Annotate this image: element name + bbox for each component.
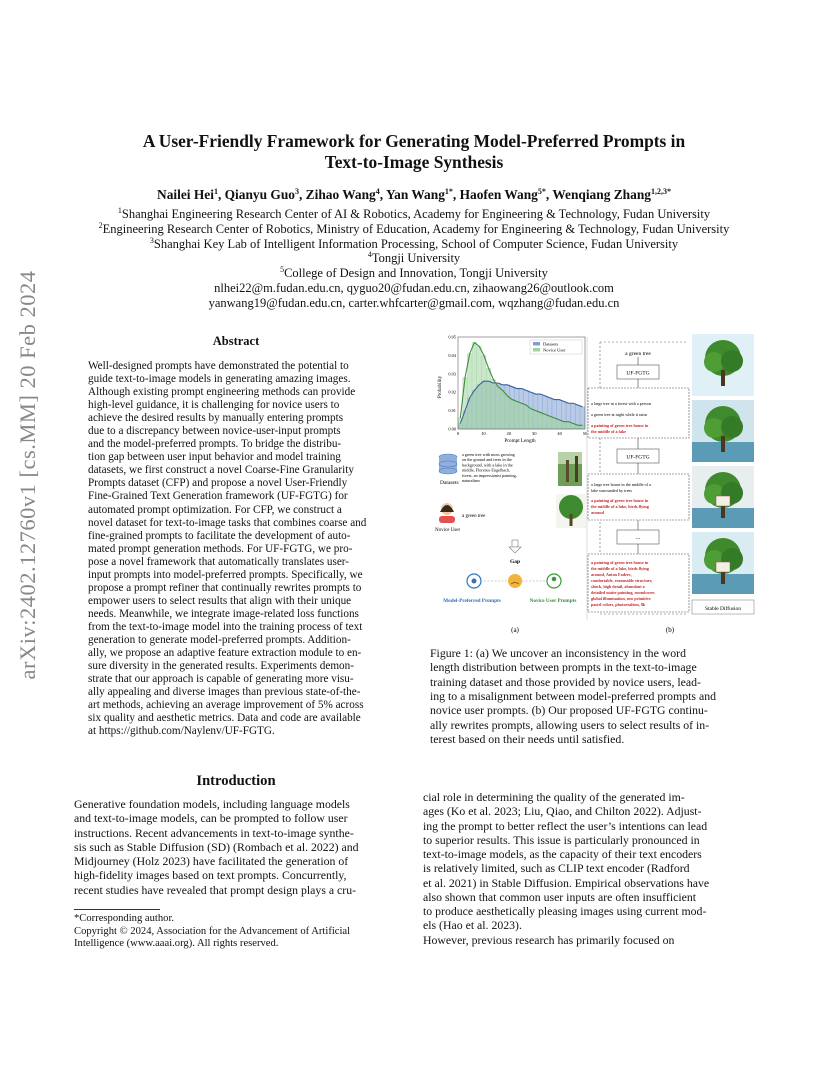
affiliation-mark: 5	[280, 265, 285, 275]
caption-line: terest based on their needs until satisfied.	[430, 732, 625, 747]
affiliation-line	[40, 251, 788, 266]
abstract-line: tion gap between user input behavior and model training	[88, 451, 341, 464]
title-line-1: A User-Friendly Framework for Generating Model-Preferred Prompts in	[142, 131, 686, 151]
model-brain-icon	[467, 574, 481, 588]
novice-user-bar	[510, 400, 514, 429]
abstract-line: needs. Meanwhile, we integrate image-related loss functions	[88, 607, 359, 620]
abstract-line: Fine-Grained Text Generation framework (UF-FGTG) for	[88, 490, 348, 503]
box3-line: a painting of green tree house in	[591, 560, 649, 565]
novice-user-bar	[580, 425, 584, 429]
abstract-line: empower users to select results that align with their unique	[88, 594, 352, 607]
figure-caption	[430, 646, 757, 746]
x-tick-label: 30	[531, 431, 537, 436]
box2-line-5: around	[591, 510, 604, 515]
abstract-line: six quality and aesthetic metrics. Data and code are available	[88, 712, 361, 725]
generated-image	[692, 334, 754, 396]
user-circle-icon	[547, 574, 561, 588]
novice-user-bar	[463, 377, 467, 429]
x-tick-label: 10	[481, 431, 486, 436]
generated-images	[692, 334, 754, 594]
box3-line: the middle of a lake, birds flying	[591, 566, 649, 571]
author-name: Wenqiang Zhang	[552, 187, 651, 202]
figure-1	[430, 332, 758, 636]
novice-prompt-text: a green tree	[462, 514, 486, 519]
datasets-label: Datasets	[440, 480, 459, 486]
arxiv-stamp: arXiv:2402.12760v1 [cs.MM] 20 Feb 2024	[15, 270, 40, 680]
abstract-line: generation to generate model-preferred prompts. Addition-	[88, 633, 351, 646]
abstract-line: from the text-to-image model into the training process of text	[88, 620, 363, 633]
author-affiliation-mark: 1	[213, 187, 218, 196]
abstract-line: Although existing prompt engineering methods can provide	[88, 386, 356, 399]
box3-line: detailed matte painting, roundcores	[591, 590, 655, 595]
novice-user-bar	[524, 405, 528, 429]
intro-line: Midjourney (Holz 2023) have facilitated the generation of	[74, 854, 349, 868]
box3-line: comfortable, reasonable structure,	[591, 578, 653, 583]
caption-line: length distribution between prompts in the text-to-image	[430, 660, 697, 675]
model-preferred-prompts-label: Model-Preferred Prompts	[443, 598, 501, 604]
ufgtg-label-2: UF-FGTG	[626, 454, 650, 461]
novice-user-bar	[496, 387, 500, 429]
intro-line: els (Hao et al. 2023).	[423, 918, 522, 933]
intro-right-column	[423, 790, 756, 947]
abstract-line: at https://github.com/Naylenv/UF-FGTG.	[88, 725, 275, 738]
intro-line: to superior results. This issue is particularly pronounced in	[423, 832, 700, 847]
intro-line: text-to-image models, as the capacity of their text encoders	[423, 847, 702, 861]
user-avatar-icon	[439, 503, 455, 523]
abstract-line: pose a novel framework that automatically translates user-	[88, 555, 350, 568]
confused-face-icon	[508, 574, 522, 588]
author-affiliation-mark: 4	[375, 187, 380, 196]
intro-left-column	[74, 797, 398, 897]
abstract-line: Prompts dataset (CFP) and propose a novel User-Friendly	[88, 477, 348, 490]
caption-line: training dataset and those provided by novice users, lead-	[430, 674, 701, 689]
novice-user-bar	[561, 422, 565, 429]
abstract-line: ally, we propose an adaptive feature extraction module to en-	[88, 647, 362, 660]
introduction-heading: Introduction	[196, 773, 276, 789]
footnote-line: Copyright © 2024, Association for the Advancement of Artificial	[74, 925, 351, 937]
generated-image	[692, 532, 754, 594]
figure-svg	[430, 332, 758, 636]
intro-line: ing the prompt to better reflect the user’s intentions can lead	[423, 818, 708, 833]
x-tick-label: 20	[506, 431, 512, 436]
author-name: Qianyu Guo	[224, 187, 295, 202]
dataset-prompt-line: background, with a lake in the	[462, 462, 513, 468]
abstract-line: strate that our approach is capable of generating more visu-	[88, 673, 354, 686]
novice-user-bar	[519, 403, 523, 429]
abstract-line: datasets, we first construct a novel Coarse-Fine Granularity	[88, 464, 354, 477]
author-name: Zihao Wang	[305, 187, 376, 202]
down-arrow-icon	[509, 540, 521, 553]
author-affiliation-mark: 3	[294, 187, 299, 196]
dataset-prompt-text	[462, 452, 517, 483]
affiliation-text: College of Design and Innovation, Tongji University	[284, 266, 548, 281]
intro-line: However, previous research has primarily focused on	[423, 932, 675, 947]
box3-line: around, Anton Fadeev,	[591, 572, 632, 577]
y-tick-label: 0.04	[448, 352, 456, 358]
legend-novice-user: Novice User	[543, 347, 566, 353]
email-line: nlhei22@m.fudan.edu.cn, qyguo20@fudan.edu.cn, zihaowang26@outlook.com	[214, 280, 614, 295]
dataset-prompt-line: naturalism	[462, 478, 480, 483]
y-tick-label: 0.05	[448, 334, 456, 340]
abstract-line: automated prompt optimization. For CFP, we construct a	[88, 503, 342, 516]
box2-line-2: lake surrounded by trees	[591, 488, 633, 493]
y-tick-label: 0.01	[448, 408, 456, 414]
novice-user-bar	[505, 396, 509, 429]
abstract-line: Well-designed prompts have demonstrated the potential to	[88, 360, 349, 372]
tree-thumbnail	[556, 494, 586, 528]
affiliation-text: Shanghai Key Lab of Intelligent Information Processing, School of Computer Science, Fudan University	[153, 236, 679, 251]
paper-title	[74, 131, 754, 173]
box1-line-2: a green tree at night while it rains	[591, 412, 648, 417]
box3-line: global illumination, neo primitive	[591, 596, 651, 601]
generated-image	[692, 466, 754, 528]
author-list: Nailei Hei$^1$, Qianyu Guo$^3$, Zihao Wang$^4$, Yan Wang$^{1*}$, Haofen Wang$^{5*}$, Wenqiang Zhang$^{1,2,3*}$	[157, 187, 671, 202]
novice-user-bar	[547, 416, 551, 429]
y-tick-label: 0.02	[448, 389, 456, 395]
legend-datasets: Datasets	[543, 341, 559, 347]
intro-line: to produce aesthetically pleasing images using current mod-	[423, 904, 707, 918]
affiliation-line	[40, 207, 788, 222]
abstract-line: achieve the desired results by manually entering prompts	[88, 412, 344, 425]
novice-user-bar	[529, 409, 533, 429]
author-affiliation-mark: 1*	[444, 187, 453, 196]
novice-user-bar	[552, 418, 556, 429]
novice-user-bar	[557, 420, 561, 429]
caption-line: ally rewrites prompts, allowing users to select results of in-	[430, 717, 710, 732]
affiliations	[40, 207, 788, 311]
abstract-line: art methods, achieving an average improvement of 5% across	[88, 699, 364, 712]
caption-line: Figure 1: (a) We uncover an inconsistency in the word	[430, 646, 687, 660]
intro-line: and text-to-image models, can be prompted to follow user	[74, 811, 348, 826]
y-axis-label: Probability	[438, 375, 443, 399]
abstract-line: sure diversity in the generated results. Experiments demon-	[88, 660, 354, 673]
footnote-rule	[74, 909, 160, 910]
novice-user-bar	[533, 411, 537, 429]
intro-line: ages (Ko et al. 2023; Liu, Qiao, and Chilton 2022). Adjust-	[423, 804, 702, 819]
author-affiliation-mark: 1,2,3*	[650, 187, 671, 196]
caption-line: novice user prompts. (b) Our proposed UF-FGTG continu-	[430, 703, 708, 718]
box3-line: shock, high detail, abundant a	[591, 584, 645, 589]
intro-line: cial role in determining the quality of the generated im-	[423, 790, 685, 804]
author-name: Nailei Hei	[157, 187, 214, 202]
box3-line: pastel colors, photorealism, 8k	[591, 602, 646, 607]
affiliation-mark: 3	[149, 235, 154, 245]
intro-line: instructions. Recent advancements in text-to-image synthe-	[74, 825, 354, 840]
author-affiliation-mark: 5*	[537, 187, 546, 196]
box1-line-4: the middle of a lake	[591, 429, 627, 434]
y-tick-label: 0.03	[448, 371, 456, 377]
email-line: yanwang19@fudan.edu.cn, carter.whfcarter@gmail.com, wqzhang@fudan.edu.cn	[208, 295, 620, 310]
abstract-heading: Abstract	[212, 334, 260, 348]
novice-user-prompts-label: Novice User Prompts	[529, 598, 577, 604]
author-name: Haofen Wang	[459, 187, 538, 202]
intro-line: high-fidelity images based on text prompts. Concurrently,	[74, 868, 347, 883]
abstract-line: high-level guidance, it is challenging for novice users to	[88, 399, 340, 412]
abstract-line: and the model-preferred prompts. To bridge the distribu-	[88, 438, 342, 451]
affiliation-text: Engineering Research Center of Robotics, Ministry of Education, Academy for Engineering & Technology, Fudan University	[102, 221, 730, 236]
subfigure-a-label: (a)	[511, 626, 519, 634]
box1-line-1: a large tree in a forest with a person	[591, 401, 651, 406]
abstract-line: fine-grained prompts to facilitate the development of auto-	[88, 529, 351, 542]
intro-line: et al. 2021) in Stable Diffusion. Empirical observations have	[423, 875, 710, 890]
intro-line: also shown that common user inputs are often insufficient	[423, 889, 697, 904]
caption-line: ing to a misalignment between model-preferred prompts and	[430, 689, 716, 704]
footnote-line: Intelligence (www.aaai.org). All rights reserved.	[74, 938, 279, 950]
length-distribution-chart	[438, 335, 588, 445]
affiliation-text: Shanghai Engineering Research Center of AI & Robotics, Academy for Engineering & Technology, Fudan University	[121, 207, 711, 221]
dataset-prompt-line: a green tree with moss growing	[462, 452, 515, 457]
abstract-line: mated prompt generation methods. For UF-FGTG, we pro-	[88, 542, 353, 555]
ufgtg-label-1: UF-FGTG	[626, 370, 650, 377]
abstract-line: ally appealing and diverse images than previous state-of-the-	[88, 686, 361, 699]
footnote-line: *Corresponding author.	[74, 913, 175, 924]
novice-user-bar	[576, 425, 580, 429]
box1-line-3: a painting of green tree house in	[591, 423, 649, 428]
gap-label: Gap	[509, 559, 521, 565]
intro-line: is relatively limited, such as CLIP text encoder (Radford	[423, 861, 690, 876]
author-name: Yan Wang	[385, 187, 445, 202]
novice-user-bar	[543, 414, 547, 429]
input-prompt-text: a green tree	[625, 351, 651, 357]
box2-line-3: a painting of green tree house in	[591, 498, 649, 503]
abstract-line: guide text-to-image models in generating amazing images.	[88, 373, 351, 386]
novice-user-label: Novice User	[435, 528, 461, 533]
abstract-line: propose a prompt refiner that continually rewrites prompts to	[88, 581, 362, 594]
intro-line: Generative foundation models, including language models	[74, 797, 350, 811]
affiliation-mark: 2	[98, 220, 103, 230]
dataset-prompt-line: middle, Florence Engelbach,	[462, 467, 511, 473]
novice-user-bar	[482, 355, 486, 429]
intro-line: sis such as Stable Diffusion (SD) (Rombach et al. 2022) and	[74, 839, 359, 854]
box2-line-4: the middle of a lake, birds flying	[591, 504, 649, 509]
x-tick-label: 40	[557, 431, 562, 436]
legend-swatch-novice	[533, 348, 540, 352]
novice-user-bar	[472, 343, 476, 429]
affiliation-line	[40, 266, 788, 281]
novice-user-bar	[514, 401, 518, 429]
dataset-prompt-line: forest, an impressionist painting,	[462, 472, 517, 478]
affiliation-text: Tongji University	[371, 251, 461, 266]
abstract-line: novel dataset for text-to-image tasks that combines coarse and	[88, 516, 367, 529]
affiliation-mark: 4	[367, 250, 372, 260]
database-icon	[439, 454, 457, 474]
ellipsis-label: ...	[635, 535, 641, 541]
footnote	[74, 913, 404, 951]
intro-line: recent studies have revealed that prompt design plays a cru-	[74, 882, 357, 897]
title-line-2: Text-to-Image Synthesis	[324, 152, 504, 172]
novice-user-bar	[486, 368, 490, 429]
novice-user-bar	[500, 390, 504, 429]
forest-thumbnail	[558, 452, 582, 486]
novice-user-bar	[538, 412, 542, 429]
box2-line-1: a large tree house in the middle of a	[591, 482, 651, 487]
affiliation-line	[40, 222, 788, 237]
abstract-body	[88, 360, 384, 738]
legend-swatch-datasets	[533, 342, 540, 346]
subfigure-b-label: (b)	[665, 626, 675, 634]
novice-user-bar	[491, 379, 495, 429]
generated-image	[692, 400, 754, 462]
abstract-line: input prompts into model-preferred prompts. Specifically, we	[88, 568, 363, 581]
affiliation-line	[40, 237, 788, 252]
x-tick-label: 0	[456, 431, 460, 436]
abstract-line: due to a discrepancy between novice-user-input prompts	[88, 425, 341, 438]
x-tick-label: 50	[582, 431, 588, 436]
y-tick-label: 0.00	[448, 426, 456, 432]
x-axis-label: Prompt Length	[504, 438, 536, 444]
stable-diffusion-label: Stable Diffusion	[704, 606, 742, 612]
dataset-prompt-line: on the ground and trees in the	[462, 457, 512, 463]
affiliation-mark: 1	[117, 206, 122, 215]
